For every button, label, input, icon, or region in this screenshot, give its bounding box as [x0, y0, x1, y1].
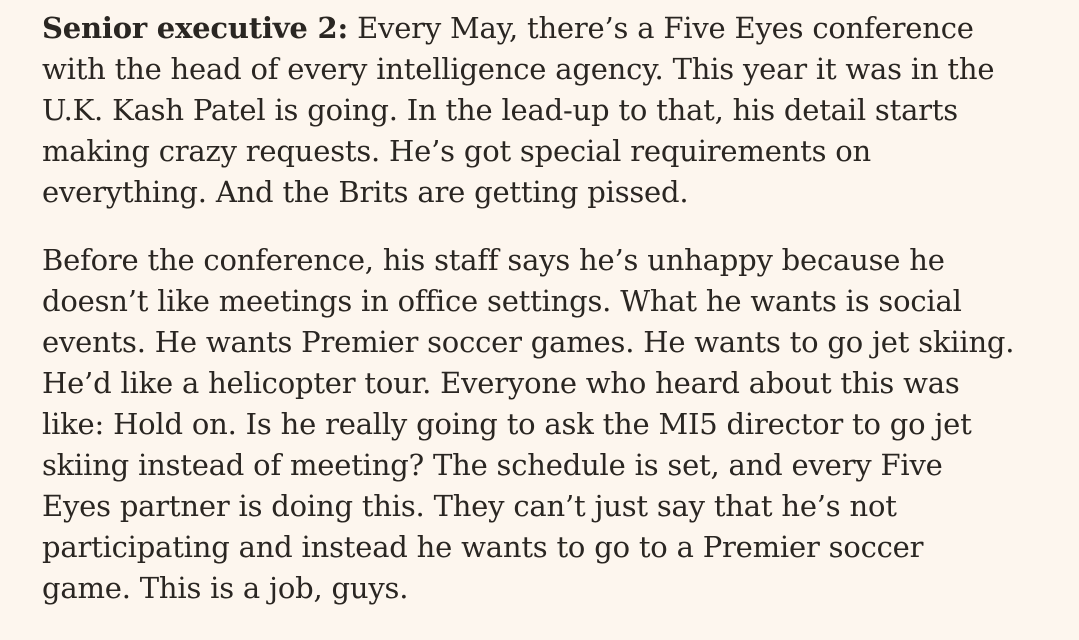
- text-line: events. He wants Premier soccer games. He wants to go jet skiing.: [42, 325, 1015, 359]
- text-line: like: Hold on. Is he really going to ask the MI5 director to go jet: [42, 407, 972, 441]
- article-body: [42, 8, 1042, 609]
- paragraph-1: [42, 8, 1042, 213]
- text-line: game. This is a job, guys.: [42, 571, 409, 605]
- text-span: Every May, there’s a Five Eyes conference: [348, 11, 974, 45]
- text-line: skiing instead of meeting? The schedule is set, and every Five: [42, 448, 943, 482]
- text-line: participating and instead he wants to go to a Premier soccer: [42, 530, 924, 564]
- text-line: Eyes partner is doing this. They can’t just say that he’s not: [42, 489, 897, 523]
- text-line: Before the conference, his staff says he’s unhappy because he: [42, 243, 945, 277]
- text-line: everything. And the Brits are getting pissed.: [42, 175, 689, 209]
- text-line: [42, 8, 1042, 49]
- paragraph-2: [42, 240, 1042, 609]
- speaker-label: Senior executive 2:: [42, 11, 349, 45]
- text-line: with the head of every intelligence agency. This year it was in the: [42, 52, 995, 86]
- text-line: He’d like a helicopter tour. Everyone who heard about this was: [42, 366, 960, 400]
- text-line: making crazy requests. He’s got special requirements on: [42, 134, 872, 168]
- text-line: doesn’t like meetings in office settings. What he wants is social: [42, 284, 962, 318]
- text-line: U.K. Kash Patel is going. In the lead-up to that, his detail starts: [42, 93, 958, 127]
